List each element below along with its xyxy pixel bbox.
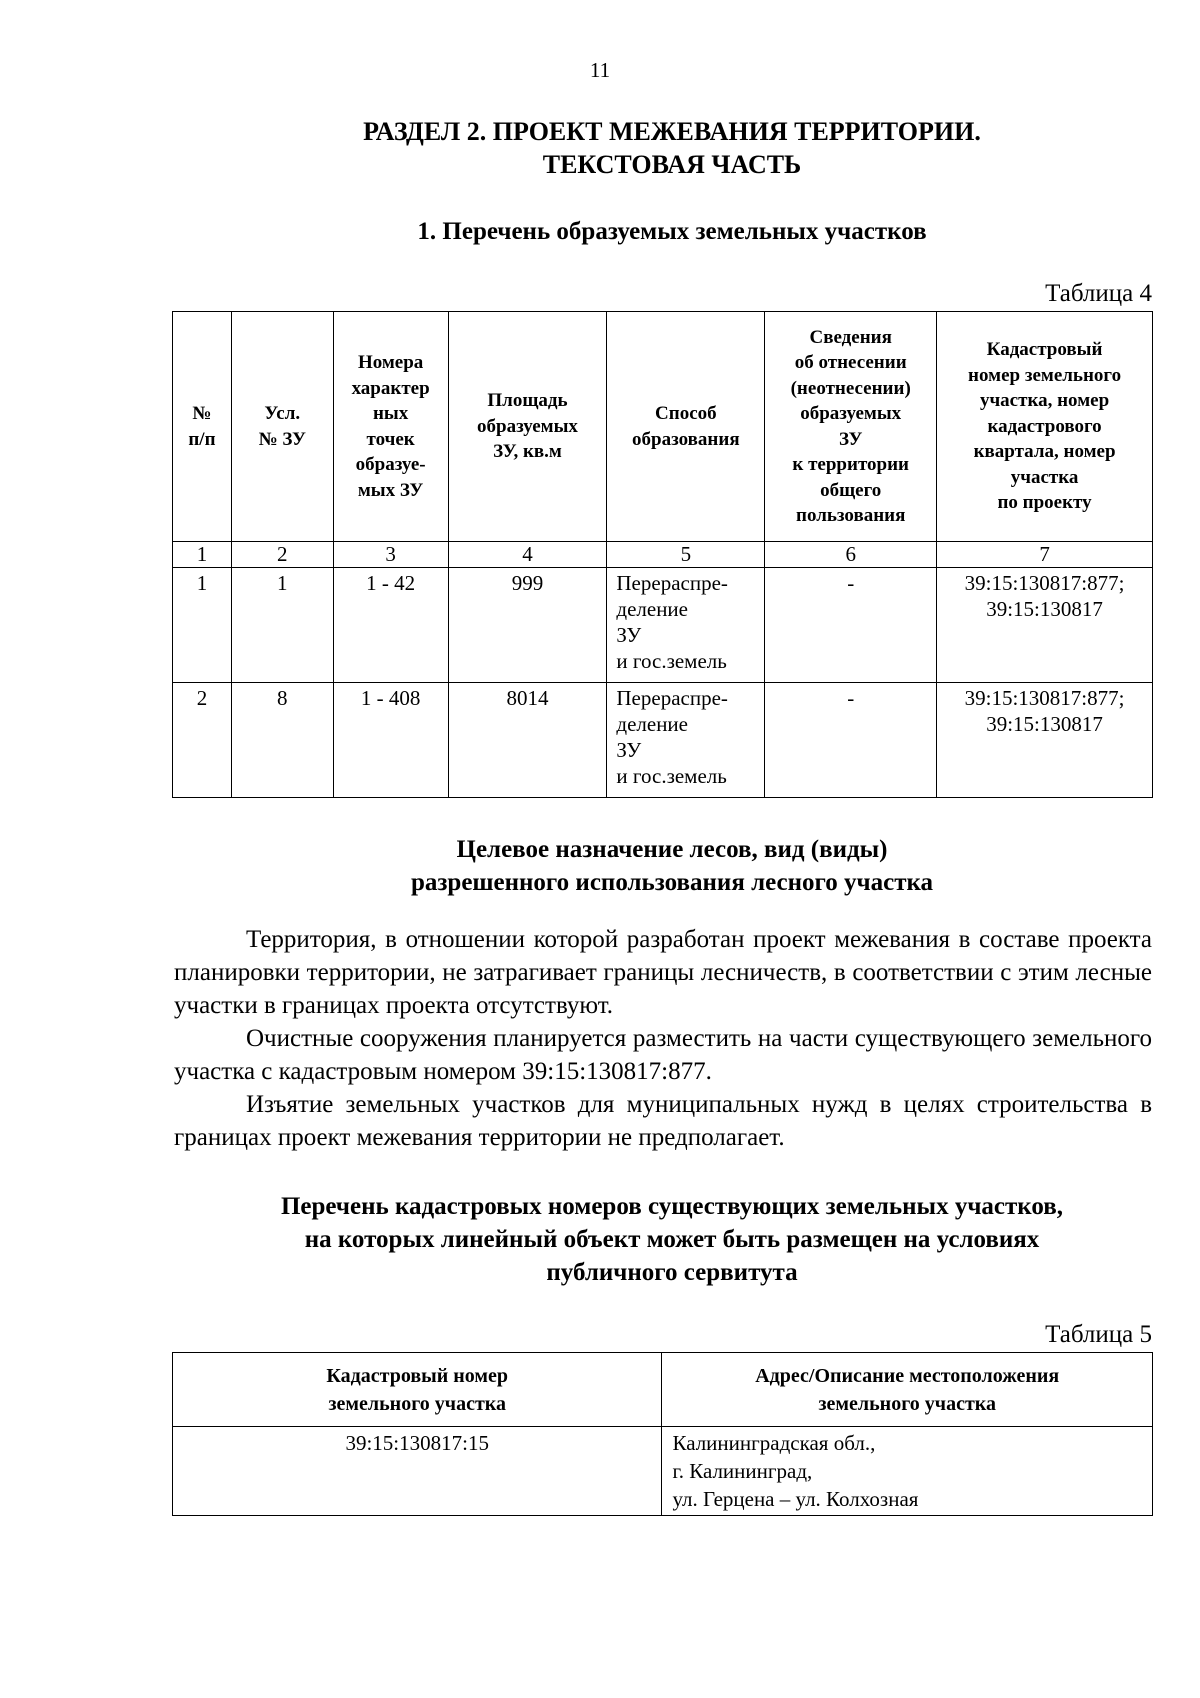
table4-header-cell: Усл. № ЗУ <box>231 312 333 542</box>
table5-header-cell: Кадастровый номер земельного участка <box>173 1353 662 1427</box>
table4-column-number: 4 <box>448 542 607 568</box>
heading-servitude-line-2: на которых линейный объект может быть размещен на условиях <box>304 1226 1040 1253</box>
table4-header-cell: № п/п <box>173 312 232 542</box>
heading-forest-purpose-line-2: разрешенного использования лесного участка <box>410 869 934 896</box>
table4-cell: Перераспре- деление ЗУ и гос.земель <box>607 568 765 683</box>
section-title-line-1: РАЗДЕЛ 2. ПРОЕКТ МЕЖЕВАНИЯ ТЕРРИТОРИИ. <box>363 117 981 146</box>
table4-column-number: 6 <box>765 542 937 568</box>
table4-cell: 1 - 42 <box>333 568 448 683</box>
table-row <box>173 683 1153 798</box>
table5-header-row <box>173 1353 1153 1427</box>
table4-cell: Перераспре- деление ЗУ и гос.земель <box>607 683 765 798</box>
heading-servitude-line-3: публичного сервитута <box>546 1259 798 1286</box>
table4-cell: 8 <box>231 683 333 798</box>
table4-cell: - <box>765 683 937 798</box>
table5-cell: Калининградская обл., г. Калининград, ул. Герцена – ул. Колхозная <box>662 1427 1153 1516</box>
table4-caption: Таблица 4 <box>1045 280 1152 307</box>
table4-header-cell: Номера характер ных точек образуе- мых ЗУ <box>333 312 448 542</box>
table5-caption: Таблица 5 <box>1045 1321 1152 1348</box>
heading-servitude-list <box>172 1190 1172 1289</box>
heading-forest-purpose <box>172 833 1172 899</box>
table-formed-plots <box>172 311 1153 798</box>
section-title <box>172 115 1172 181</box>
paragraph: Изъятие земельных участков для муниципальных нужд в целях строительства в границах проект межевания территории не предполагает. <box>174 1091 1152 1151</box>
table-servitude-plots <box>172 1352 1153 1516</box>
heading-formed-plots: 1. Перечень образуемых земельных участков <box>417 218 927 245</box>
table4-column-number: 3 <box>333 542 448 568</box>
table4-cell: 39:15:130817:877; 39:15:130817 <box>937 683 1153 798</box>
section-title-line-2: ТЕКСТОВАЯ ЧАСТЬ <box>542 150 802 179</box>
table4-column-number: 7 <box>937 542 1153 568</box>
body-text <box>174 923 1152 1154</box>
heading-servitude-line-1: Перечень кадастровых номеров существующих земельных участков, <box>280 1193 1063 1220</box>
table-row <box>173 1427 1153 1516</box>
table4-column-numbers-row <box>173 542 1153 568</box>
heading-forest-purpose-line-1: Целевое назначение лесов, вид (виды) <box>456 836 888 863</box>
table4-cell: 39:15:130817:877; 39:15:130817 <box>937 568 1153 683</box>
table4-cell: - <box>765 568 937 683</box>
table4-column-number: 5 <box>607 542 765 568</box>
paragraph: Территория, в отношении которой разработан проект межевания в составе проекта планировки территории, не затрагивает границы лесничеств, в соответствии с этим лесные участки в границах проекта отсутствуют. <box>174 926 1152 1019</box>
paragraph: Очистные сооружения планируется разместить на части существующего земельного участка с кадастровым номером 39:15:130817:877. <box>174 1025 1152 1085</box>
table4-cell: 999 <box>448 568 607 683</box>
table4-header-row <box>173 312 1153 542</box>
table-row <box>173 568 1153 683</box>
table4-header-cell: Сведения об отнесении (неотнесении) образуемых ЗУ к территории общего пользования <box>765 312 937 542</box>
table5-header-cell: Адрес/Описание местоположения земельного участка <box>662 1353 1153 1427</box>
table5-cell: 39:15:130817:15 <box>173 1427 662 1516</box>
page-number: 11 <box>589 58 611 82</box>
table4-cell: 2 <box>173 683 232 798</box>
table4-column-number: 2 <box>231 542 333 568</box>
table4-cell: 1 - 408 <box>333 683 448 798</box>
table4-header-cell: Площадь образуемых ЗУ, кв.м <box>448 312 607 542</box>
table4-column-number: 1 <box>173 542 232 568</box>
table4-header-cell: Кадастровый номер земельного участка, номер кадастрового квартала, номер участка по проекту <box>937 312 1153 542</box>
table4-cell: 8014 <box>448 683 607 798</box>
table4-header-cell: Способ образования <box>607 312 765 542</box>
table4-cell: 1 <box>173 568 232 683</box>
table4-cell: 1 <box>231 568 333 683</box>
